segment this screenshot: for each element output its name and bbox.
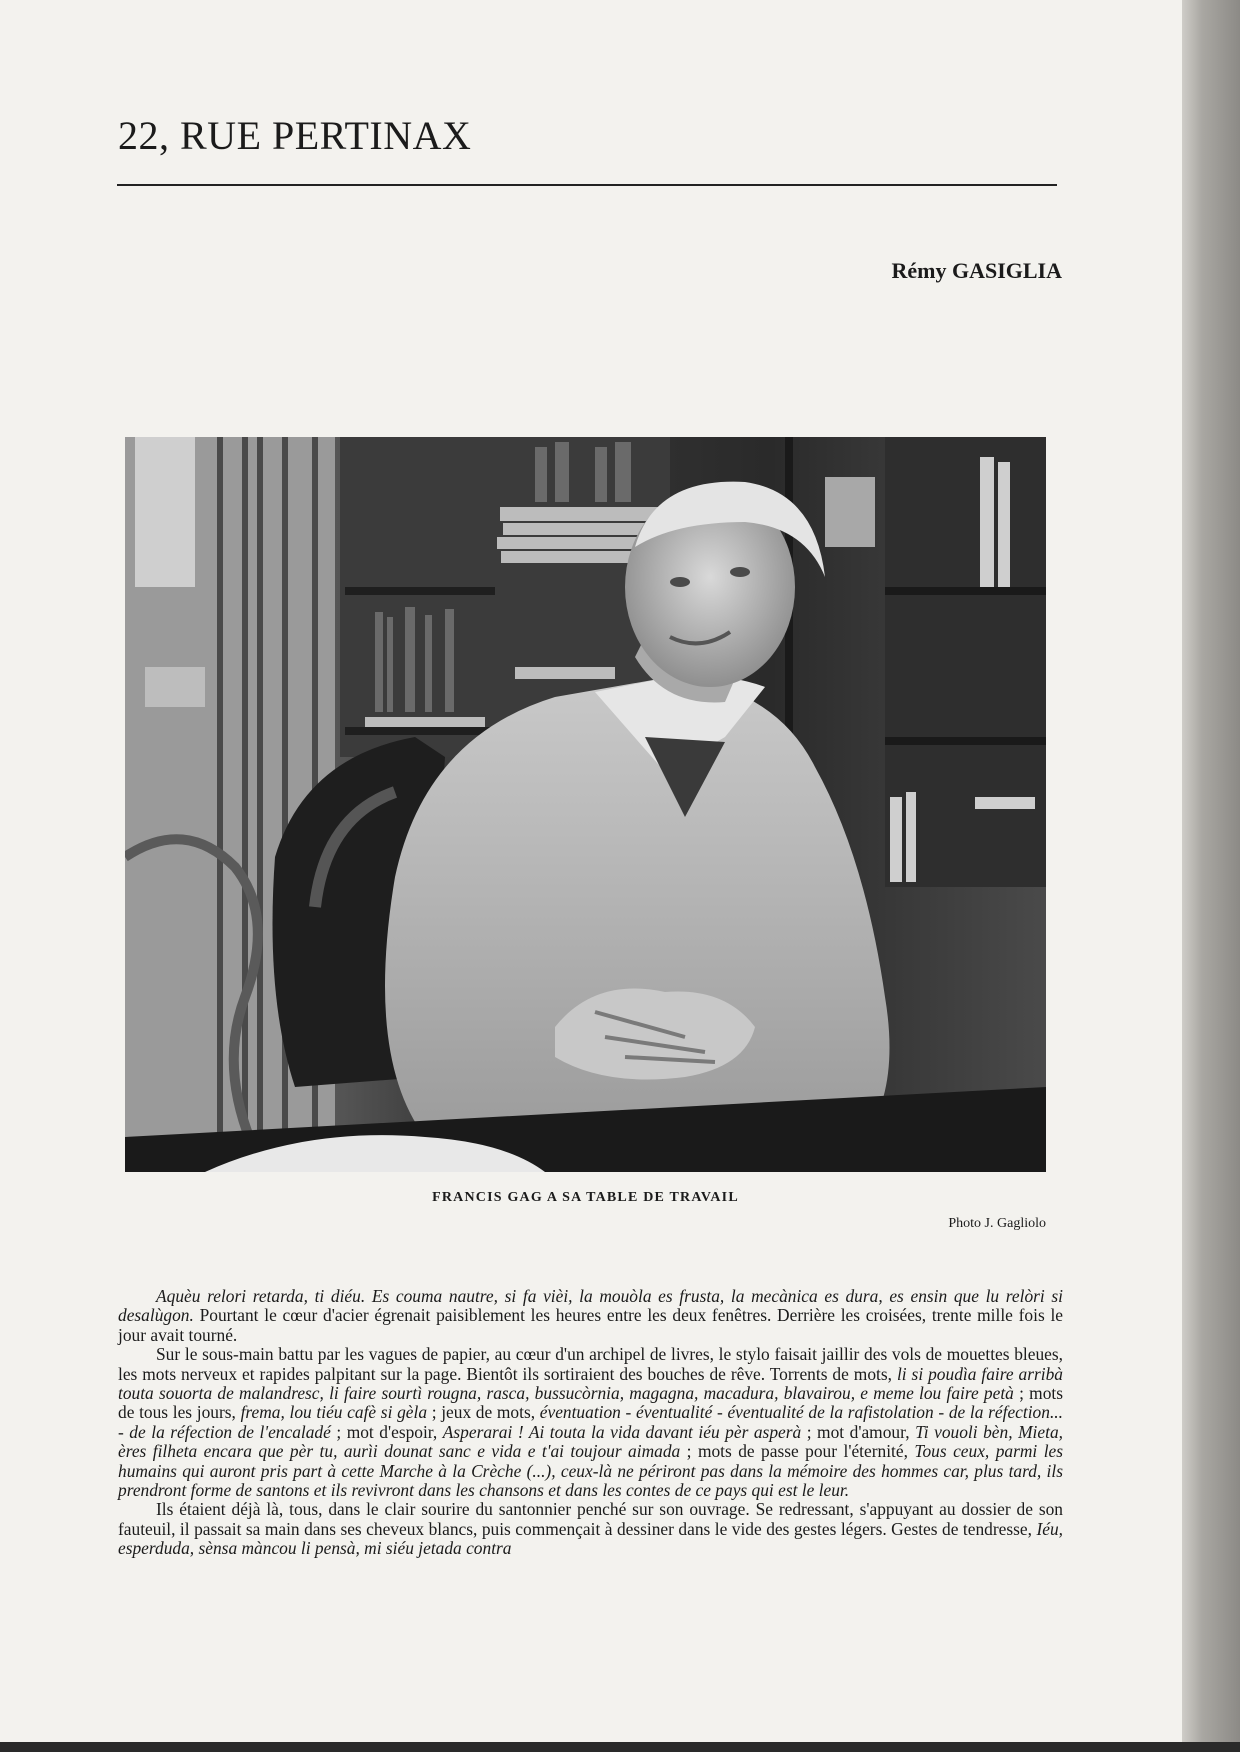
occitan-quote: Asperarai ! Ai touta la vida davant iéu pèr asperà [442,1421,802,1442]
french-text: ; jeux de mots, [427,1402,540,1423]
occitan-quote: frema, lou tiéu cafè si gèla [240,1402,428,1423]
french-text: ; mots de tous les jours, [118,1383,1064,1423]
photo-credit: Photo J. Gagliolo [948,1216,1046,1231]
paragraph-3 [118,1500,1063,1558]
occitan-quote: éventuation - éventualité - éventualité de la rafistolation - de la réfection... - de la réfection de l'encaladé [118,1402,1063,1442]
title-rule [117,184,1057,186]
occitan-quote: Aquèu relori retarda, ti diéu. Es couma nautre, si fa vièi, la mouòla es frusta, la mecànica es dura, es ensin que lu relòri si desalùgon. [118,1286,1063,1326]
occitan-quote: Ti vouoli bèn, Mieta, ères filheta encara que pèr tu, aurìi dounat sanc e vida e t'ai toujour aimada [118,1421,1063,1462]
french-text: ; mots de passe pour l'éternité, [680,1441,915,1462]
occitan-quote: li si poudìa faire arribà touta souorta de malandresc, li faire sourtì rougna, rasca, bussucòrnia, magagna, macadura, blavairou, e meme lou faire petà [118,1363,1063,1404]
author-name: Rémy GASIGLIA [891,258,1062,283]
paragraph-2 [118,1345,1063,1500]
occitan-quote: Iéu, esperduda, sènsa màncou li pensà, mi siéu jetada contra [118,1518,1063,1559]
page-edge-shadow [1182,0,1240,1752]
article-body [118,1287,1063,1559]
bottom-scan-edge [0,1742,1240,1752]
french-text: ; mot d'espoir, [330,1421,443,1442]
page-title: 22, RUE PERTINAX [118,113,472,158]
french-text: ; mot d'amour, [801,1421,916,1442]
paragraph-1 [118,1287,1063,1345]
portrait-photo [125,437,1046,1172]
french-text: Sur le sous-main battu par les vagues de papier, au cœur d'un archipel de livres, le stylo faisait jaillir des vols de mouettes bleues, les mots nerveux et rapides palpitant sur la page. Bientôt ils sortiraient des bouches de rêve. Torrents de mots, [118,1344,1063,1384]
french-text: Pourtant le cœur d'acier égrenait paisiblement les heures entre les deux fenêtres. Derrière les croisées, trente mille fois le jour avait tourné. [118,1305,1063,1345]
french-text: Ils étaient déjà là, tous, dans le clair sourire du santonnier penché sur son ouvrage. Se redressant, s'appuyant au dossier de son fauteuil, il passait sa main dans ses cheveux blancs, puis commençait à dessiner dans le vide des gestes légers. Gestes de tendresse, [118,1499,1063,1539]
italic-quote: Tous ceux, parmi les humains qui auront pris part à cette Marche à la Crèche (...), ceux-là ne périront pas dans la mémoire des hommes car, plus tard, ils prendront forme de santons et ils revivront dans les chansons et dans les contes de ce pays qui est le leur. [118,1441,1064,1501]
photo-caption: FRANCIS GAG A SA TABLE DE TRAVAIL [432,1190,739,1205]
